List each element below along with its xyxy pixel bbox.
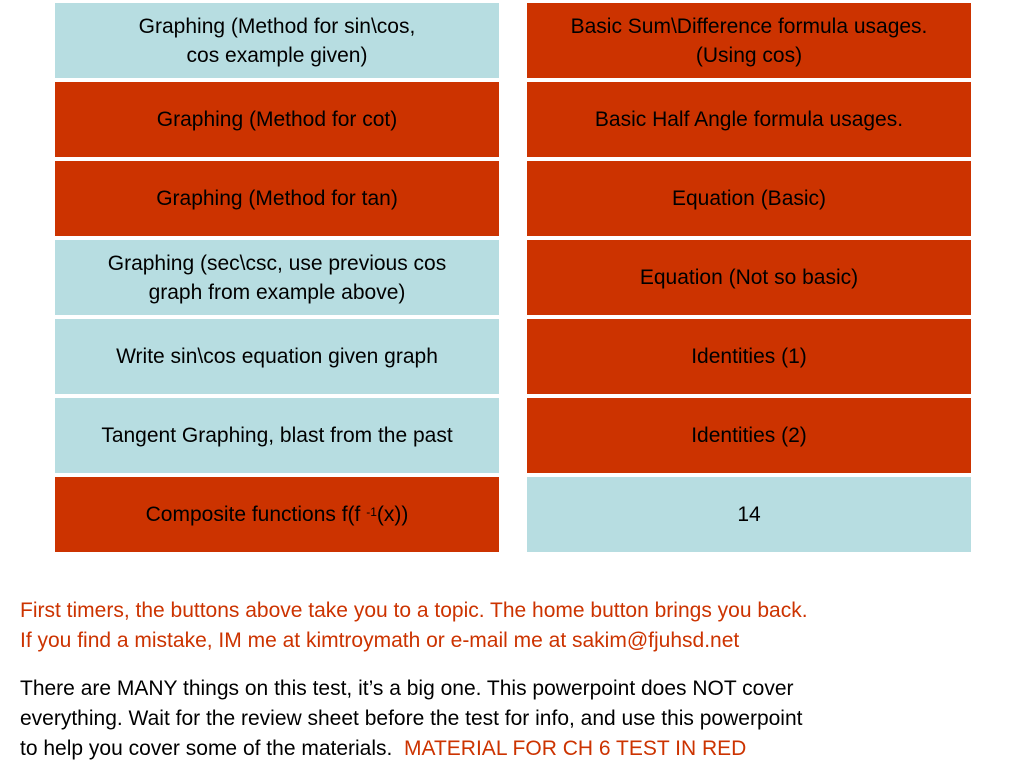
topic-button-14[interactable]: [526, 476, 972, 553]
button-label-line: (Using cos): [695, 43, 803, 67]
topic-button-composite-functions[interactable]: [54, 476, 500, 553]
topic-button-graphing-sin-cos[interactable]: [54, 2, 500, 79]
button-label-line: cos example given): [186, 43, 368, 67]
button-label: Graphing (Method for tan): [156, 187, 398, 210]
topic-button-tangent-graphing[interactable]: [54, 397, 500, 474]
topic-button-identities-1[interactable]: [526, 318, 972, 395]
topic-button-write-sin-cos-equation[interactable]: [54, 318, 500, 395]
topic-button-sum-difference[interactable]: [526, 2, 972, 79]
topic-button-graphing-tan[interactable]: [54, 160, 500, 237]
button-label: 14: [737, 503, 761, 526]
button-label: Equation (Not so basic): [639, 266, 859, 289]
button-label: [146, 500, 409, 529]
right-topic-column: [526, 2, 972, 555]
instructions-note: [20, 596, 1010, 656]
instructions-line: First timers, the buttons above take you to a topic. The home button brings you back.: [20, 599, 808, 622]
instructions-line: If you find a mistake, IM me at kimtroymath or e-mail me at sakim@fjuhsd.net: [20, 629, 740, 652]
test-info-line: to help you cover some of the materials.: [20, 737, 405, 760]
topic-button-half-angle[interactable]: [526, 81, 972, 158]
topic-button-identities-2[interactable]: [526, 397, 972, 474]
button-label: Write sin\cos equation given graph: [116, 345, 438, 368]
button-label: Graphing (Method for cot): [156, 108, 398, 131]
button-label: Equation (Basic): [671, 187, 827, 210]
topic-button-equation-not-so-basic[interactable]: [526, 239, 972, 316]
button-label-line: Graphing (sec\csc, use previous cos: [107, 251, 447, 275]
inverse-superscript: -1: [366, 505, 377, 519]
topic-button-graphing-cot[interactable]: [54, 81, 500, 158]
button-label: Identities (2): [691, 424, 807, 447]
ch6-material-highlight: MATERIAL FOR CH 6 TEST IN RED: [404, 737, 747, 760]
test-info-line: There are MANY things on this test, it’s a big one. This powerpoint does NOT cover: [20, 677, 794, 700]
composite-label-before: Composite functions f(f: [145, 503, 367, 526]
button-label-line: graph from example above): [148, 280, 406, 304]
button-label: Identities (1): [691, 345, 807, 368]
button-label-line: Basic Sum\Difference formula usages.: [570, 14, 928, 38]
left-topic-column: [54, 2, 500, 555]
button-label-line: Graphing (Method for sin\cos,: [138, 14, 416, 38]
test-info-line: everything. Wait for the review sheet before the test for info, and use this powerpoint: [20, 707, 803, 730]
button-label: Basic Half Angle formula usages.: [594, 108, 904, 131]
composite-label-after: (x)): [376, 503, 409, 526]
test-info-note: [20, 674, 1010, 764]
button-label: Tangent Graphing, blast from the past: [101, 424, 453, 447]
topic-button-graphing-sec-csc[interactable]: [54, 239, 500, 316]
topic-button-equation-basic[interactable]: [526, 160, 972, 237]
